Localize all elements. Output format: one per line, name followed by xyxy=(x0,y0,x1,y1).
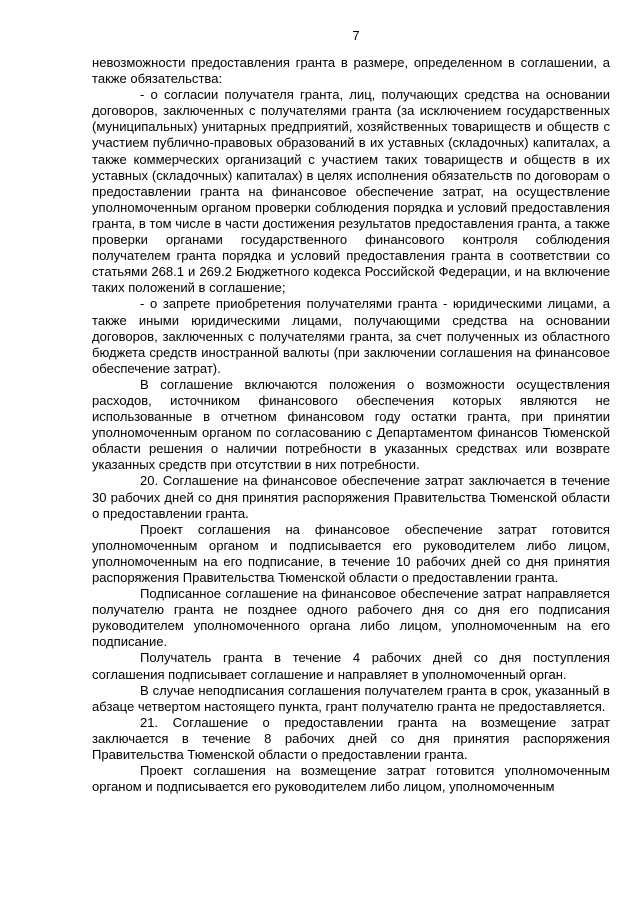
paragraph-11: Проект соглашения на возмещение затрат готовится уполномоченным органом и подписывается его руководителем либо лицом, уполномоченным xyxy=(92,763,610,795)
paragraph-10: 21. Соглашение о предоставлении гранта на возмещение затрат заключается в течение 8 рабочих дней со дня принятия распоряжения Правительства Тюменской области о предоставлении гранта. xyxy=(92,714,610,763)
paragraph-4: В соглашение включаются положения о возможности осуществления расходов, источником финансового обеспечения которых являются не использованные в отчетном финансовом году остатки гранта, при принятии уполномоченным органом по согласованию с Департаментом финансов Тюменской области решения о наличии потребности в указанных средствах или возврате указанных средств при отсутствии в них потребности. xyxy=(92,376,610,473)
paragraph-7: Подписанное соглашение на финансовое обеспечение затрат направляется получателю гранта не позднее одного рабочего дня со дня его подписания руководителем уполномоченного органа либо лицом, уполномоченным на его подписание. xyxy=(92,586,610,650)
paragraph-5: 20. Соглашение на финансовое обеспечение затрат заключается в течение 30 рабочих дней со дня принятия распоряжения Правительства Тюменской области о предоставлении гранта. xyxy=(92,473,610,521)
document-body xyxy=(92,55,610,795)
paragraph-6: Проект соглашения на финансовое обеспечение затрат готовится уполномоченным органом и подписывается его руководителем либо лицом, уполномоченным на его подписание, в течение 10 рабочих дней со дня принятия распоряжения Правительства Тюменской области о предоставлении гранта. xyxy=(92,521,610,585)
paragraph-3: - о запрете приобретения получателями гранта - юридическими лицами, а также иными юридическими лицами, получающими средства на основании договоров, заключенных с получателями гранта, за счет полученных из областного бюджета средств иностранной валюты (при заключении соглашения на финансовое обеспечение затрат). xyxy=(92,296,610,376)
paragraph-1: невозможности предоставления гранта в размере, определенном в соглашении, а также обязательства: xyxy=(92,55,610,87)
page-number: 7 xyxy=(352,28,360,43)
paragraph-9: В случае неподписания соглашения получателем гранта в срок, указанный в абзаце четвертом настоящего пункта, грант получателю гранта не предоставляется. xyxy=(92,682,610,714)
paragraph-8: Получатель гранта в течение 4 рабочих дней со дня поступления соглашения подписывает соглашение и направляет в уполномоченный орган. xyxy=(92,650,610,682)
paragraph-2: - о согласии получателя гранта, лиц, получающих средства на основании договоров, заключенных с получателями гранта (за исключением государственных (муниципальных) унитарных предприятий, хозяйственных товариществ и обществ с участием публично-правовых образований в их уставных (складочных) капиталах, а также коммерческих организаций с участием таких товариществ и обществ в их уставных (складочных) капиталах) в целях исполнения обязательств по договорам о предоставлении гранта на финансовое обеспечение затрат, на осуществление уполномоченным органом проверки соблюдения порядка и условий предоставления гранта, в том числе в части достижения результатов предоставления гранта, а также проверки органами государственного финансового контроля соблюдения получателем гранта порядка и условий предоставления гранта в соответствии со статьями 268.1 и 269.2 Бюджетного кодекса Российской Федерации, и на включение таких положений в соглашение; xyxy=(92,87,610,296)
